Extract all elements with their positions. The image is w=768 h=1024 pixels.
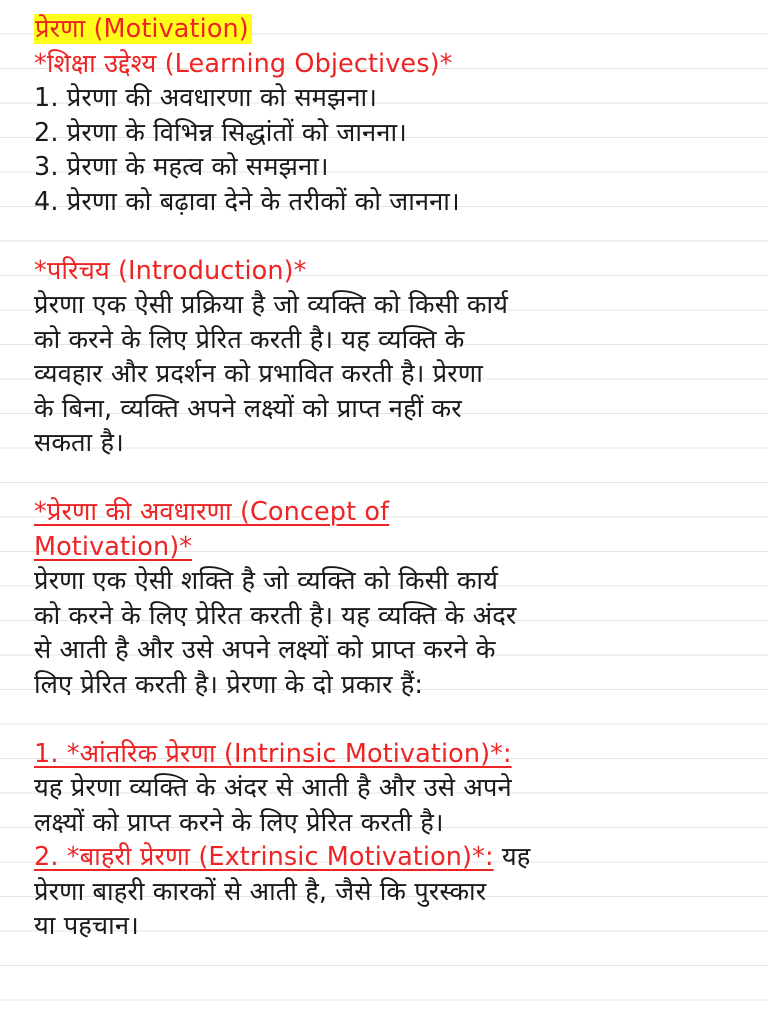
extrinsic-heading-line	[34, 840, 754, 875]
spacer	[34, 219, 754, 254]
intrinsic-heading-line	[34, 737, 754, 772]
extrinsic-heading-tail: यह	[493, 842, 531, 872]
concept-heading-line	[34, 530, 754, 565]
objectives-heading: *शिक्षा उद्देश्य (Learning Objectives)*	[34, 48, 453, 79]
concept-text-line: लिए प्रेरित करती है। प्रेरणा के दो प्रकार हैं:	[34, 669, 424, 700]
concept-heading-part: Motivation)*	[34, 531, 193, 562]
introduction-text-line: व्यवहार और प्रदर्शन को प्रभावित करती है। प्रेरणा	[34, 359, 483, 389]
objective-item: 2. प्रेरणा के विभिन्न सिद्धांतों को जानना।	[34, 117, 407, 148]
introduction-text-line: को करने के लिए प्रेरित करती है। यह व्यक्ति के	[34, 324, 465, 355]
extrinsic-heading: 2. *बाहरी प्रेरणा (Extrinsic Motivation)*:	[34, 842, 494, 872]
spacer	[34, 461, 754, 496]
objective-item: 1. प्रेरणा की अवधारणा को समझना।	[34, 83, 378, 113]
concept-text-line: को करने के लिए प्रेरित करती है। यह व्यक्ति के अंदर	[34, 600, 517, 631]
objective-item: 4. प्रेरणा को बढ़ावा देने के तरीकों को जानना।	[34, 186, 460, 217]
spacer	[34, 702, 754, 737]
concept-text-line: प्रेरणा एक ऐसी शक्ति है जो व्यक्ति को किसी कार्य	[34, 566, 498, 596]
introduction-text-line: प्रेरणा एक ऐसी प्रक्रिया है जो व्यक्ति को किसी कार्य	[34, 290, 509, 320]
page-title: प्रेरणा (Motivation)	[34, 14, 252, 44]
title-line	[34, 12, 754, 47]
extrinsic-text-line: या पहचान।	[34, 911, 139, 941]
extrinsic-text-line: प्रेरणा बाहरी कारकों से आती है, जैसे कि पुरस्कार	[34, 876, 487, 907]
concept-text-line: से आती है और उसे अपने लक्ष्यों को प्राप्त करने के	[34, 635, 496, 665]
intrinsic-text-line: लक्ष्यों को प्राप्त करने के लिए प्रेरित करती है।	[34, 807, 444, 838]
intrinsic-heading: 1. *आंतरिक प्रेरणा (Intrinsic Motivation)*:	[34, 738, 512, 769]
introduction-heading: *परिचय (Introduction)*	[34, 255, 307, 286]
objective-item: 3. प्रेरणा के महत्व को समझना।	[34, 152, 329, 182]
concept-heading-line	[34, 495, 754, 530]
note-page	[34, 12, 754, 944]
intrinsic-text-line: यह प्रेरणा व्यक्ति के अंदर से आती है और उसे अपने	[34, 773, 512, 803]
introduction-text-line: के बिना, व्यक्ति अपने लक्ष्यों को प्राप्त नहीं कर	[34, 393, 462, 424]
concept-heading-part: *प्रेरणा की अवधारणा (Concept of	[34, 497, 390, 527]
introduction-text-line: सकता है।	[34, 428, 124, 458]
